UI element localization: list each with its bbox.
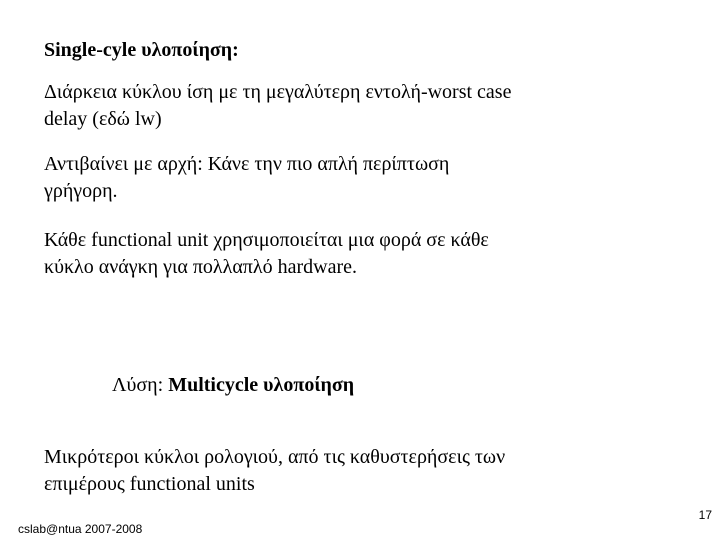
paragraph-functional-units [44,227,664,281]
slide-heading: Single-cyle υλοποίηση: [44,39,239,61]
paragraph-principle-conflict [44,151,664,205]
paragraph-cycle-duration [44,79,664,133]
paragraph-line: Διάρκεια κύκλου ίση με τη μεγαλύτερη εντολή-worst case [44,81,512,103]
paragraph-shorter-cycles [44,444,664,498]
paragraph-line: γρήγορη. [44,180,118,202]
paragraph-line: delay (εδώ lw) [44,108,162,130]
solution-line [112,373,354,397]
solution-label: Λύση: [112,374,164,396]
paragraph-line: Αντιβαίνει με αρχή: Κάνε την πιο απλή περίπτωση [44,153,450,175]
paragraph-line: Μικρότεροι κύκλοι ρολογιού, από τις καθυστερήσεις των [44,446,506,468]
paragraph-line: κύκλο ανάγκη για πολλαπλό hardware. [44,256,357,278]
page-number: 17 [698,508,712,522]
footer-credit: cslab@ntua 2007-2008 [18,522,143,536]
solution-text: Multicycle υλοποίηση [168,374,355,396]
paragraph-line: Κάθε functional unit χρησιμοποιείται μια φορά σε κάθε [44,229,489,251]
paragraph-line: επιμέρους functional units [44,473,255,495]
